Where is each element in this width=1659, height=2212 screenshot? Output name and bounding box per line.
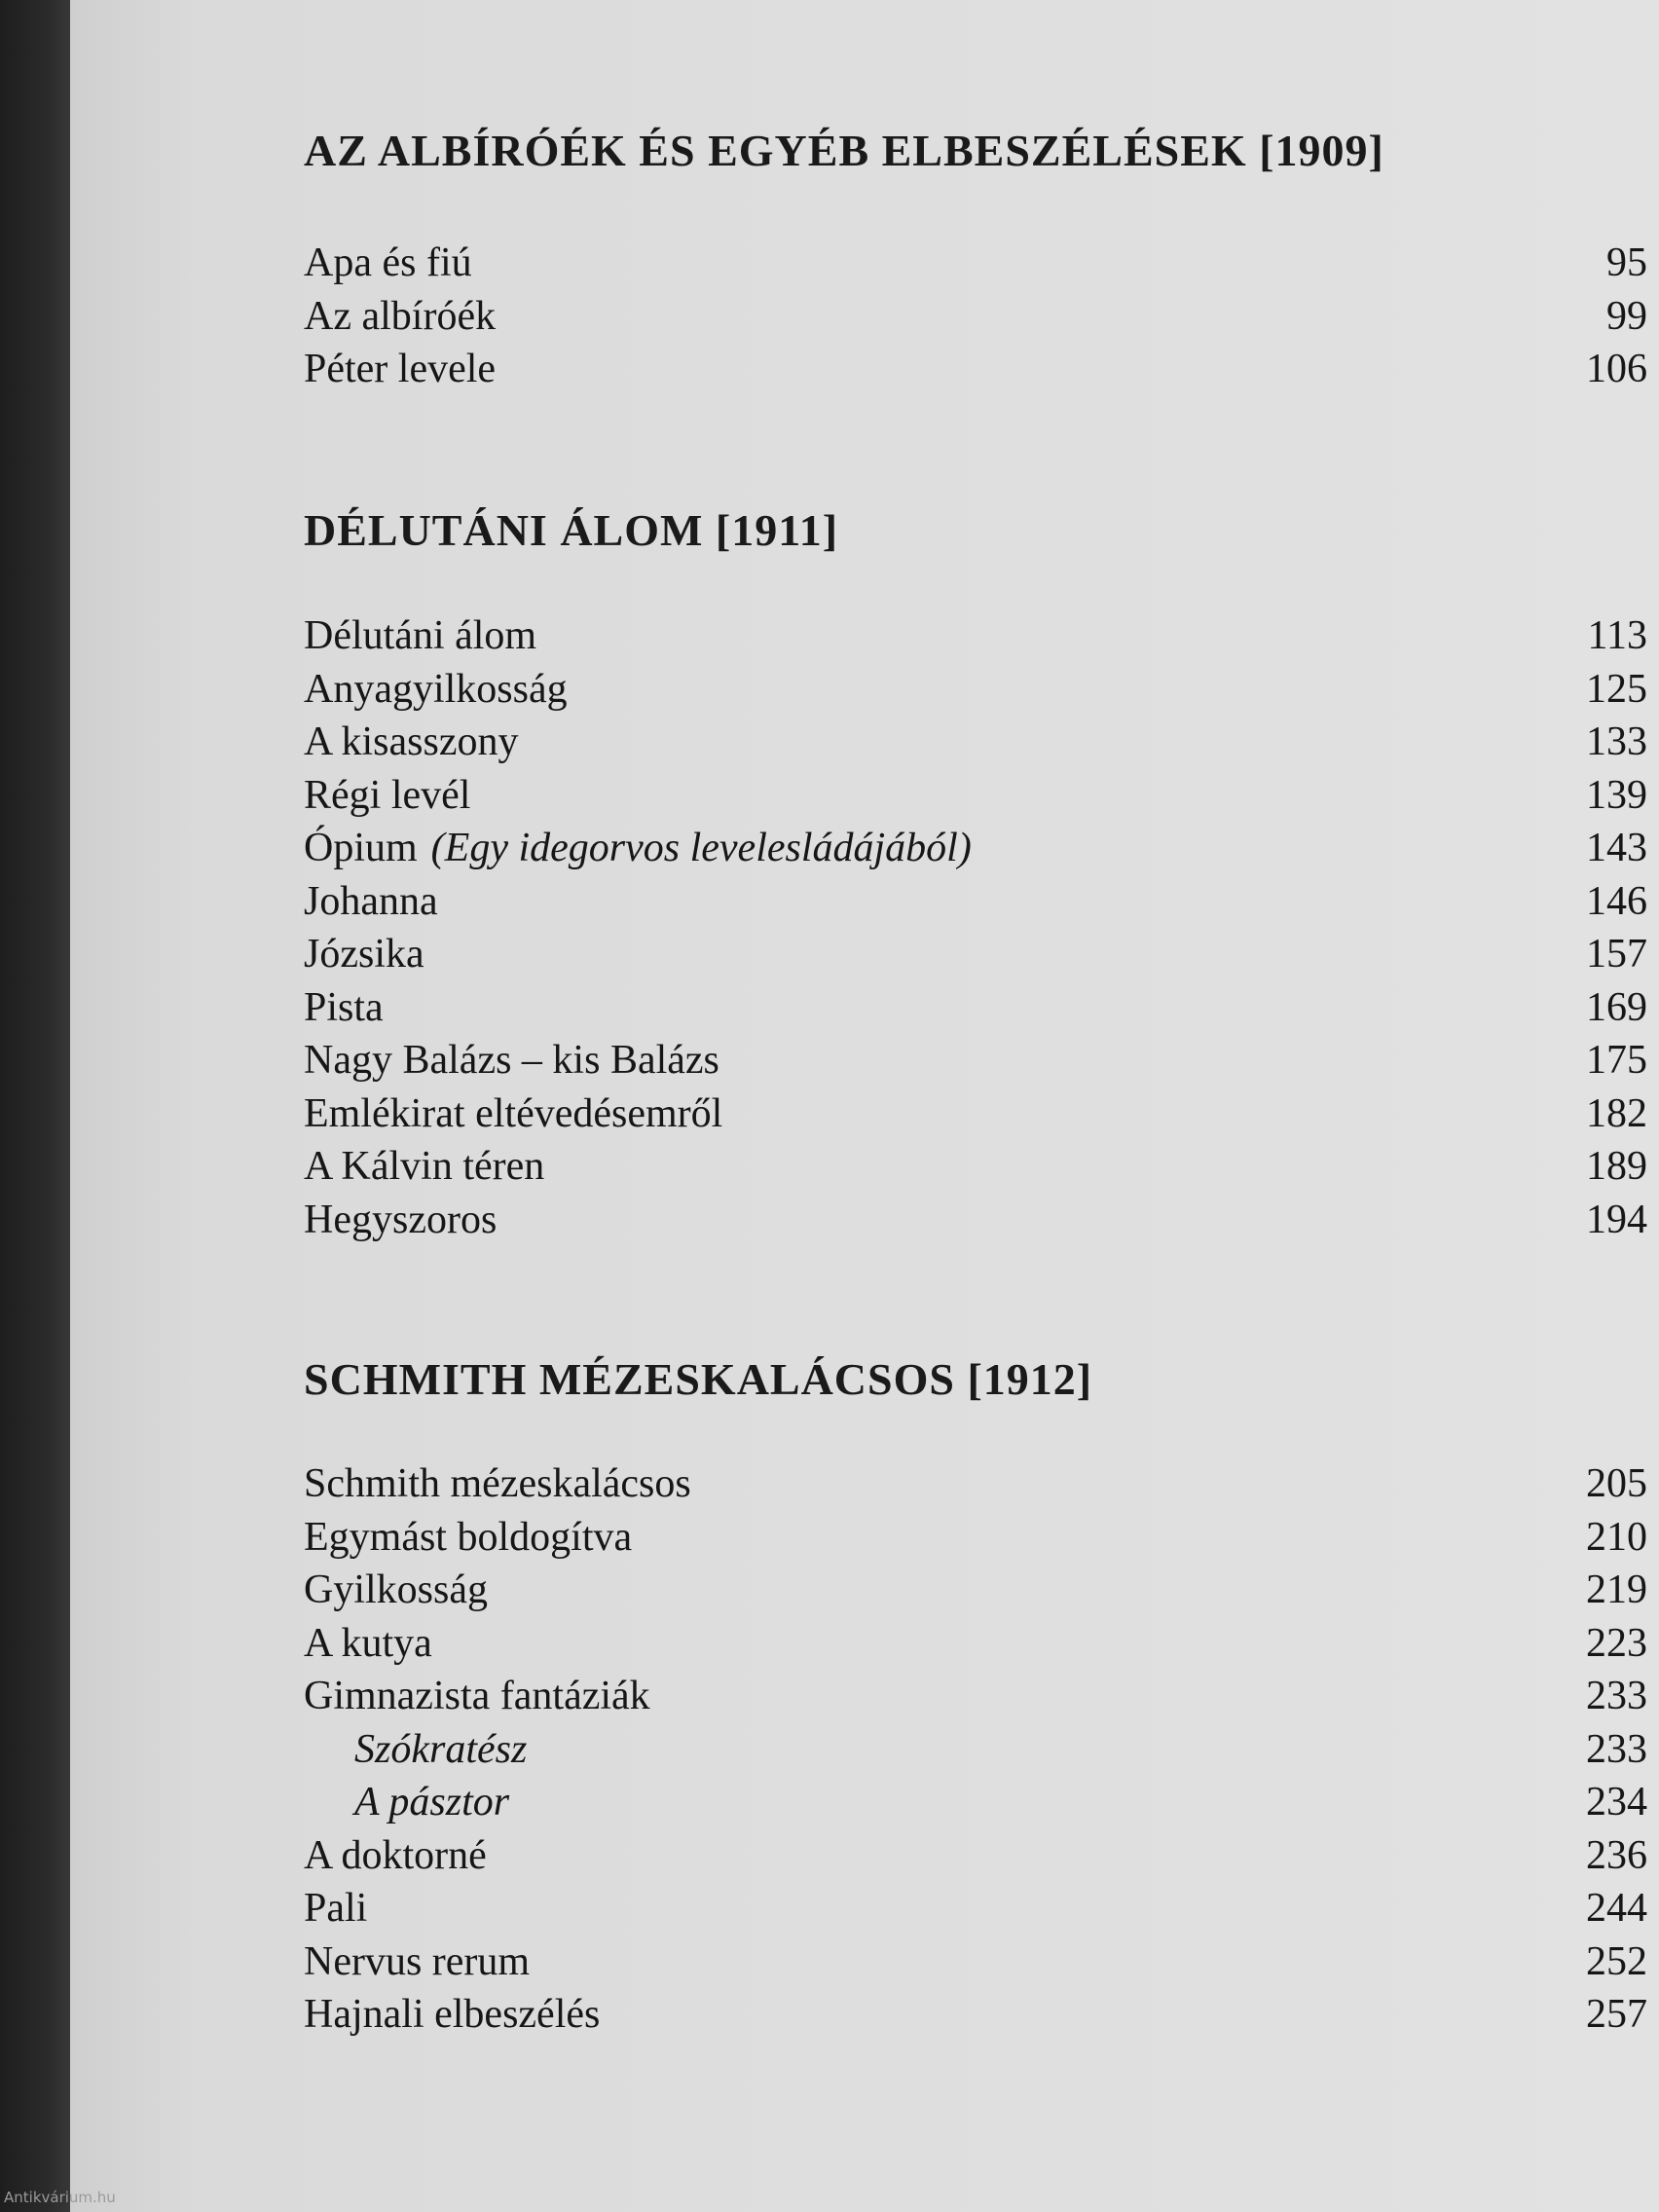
- entry-page-number: 219: [1586, 1567, 1647, 1612]
- entry-title: Gyilkosság: [304, 1567, 488, 1612]
- entry-title-main: Ópium: [304, 826, 418, 870]
- entry-title: Anyagyilkosság: [304, 666, 568, 712]
- entry-page-number: 244: [1586, 1886, 1647, 1931]
- entry-title: [304, 822, 972, 875]
- toc-entries: [304, 1457, 1647, 2042]
- book-page: [70, 0, 1659, 2212]
- toc-entry: [304, 769, 1647, 823]
- entry-title: Hegyszoros: [304, 1197, 498, 1242]
- entry-page-number: 157: [1586, 932, 1647, 977]
- toc-entries: [304, 237, 1647, 396]
- toc-entry: [304, 1034, 1647, 1088]
- entry-title: Nervus rerum: [304, 1938, 531, 1984]
- section-heading: SCHMITH MÉZESKALÁCSOS [1912]: [304, 1354, 1093, 1404]
- entry-page-number: 233: [1586, 1674, 1647, 1718]
- entry-page-number: 106: [1586, 347, 1647, 391]
- entry-page-number: 205: [1586, 1461, 1647, 1506]
- entry-page-number: 257: [1586, 1992, 1647, 2037]
- toc-entry: [304, 875, 1647, 929]
- book-spine-shadow: [0, 0, 76, 2212]
- toc-section-2: [304, 504, 1647, 1242]
- toc-section-1: [304, 125, 1647, 391]
- toc-entry: [304, 609, 1647, 663]
- entry-subtitle: (Egy idegorvos levelesládájából): [430, 826, 972, 870]
- entry-title: Pista: [304, 984, 384, 1030]
- entry-page-number: 99: [1606, 293, 1647, 339]
- toc-entries: [304, 609, 1647, 1246]
- entry-page-number: 169: [1586, 984, 1647, 1030]
- site-watermark: Antikvárium.hu: [4, 2189, 116, 2206]
- section-heading: AZ ALBÍRÓÉK ÉS EGYÉB ELBESZÉLÉSEK [1909]: [304, 126, 1384, 175]
- toc-entry-nested: [304, 1776, 1647, 1829]
- toc-entry: [304, 343, 1647, 396]
- entry-page-number: 182: [1586, 1090, 1647, 1136]
- section-heading: DÉLUTÁNI ÁLOM [1911]: [304, 505, 839, 555]
- entry-page-number: 143: [1586, 826, 1647, 870]
- toc-entry: [304, 1511, 1647, 1565]
- entry-page-number: 146: [1586, 878, 1647, 924]
- entry-page-number: 189: [1586, 1144, 1647, 1189]
- toc-entry: [304, 1564, 1647, 1617]
- entry-page-number: 194: [1586, 1197, 1647, 1242]
- entry-title: Emlékirat eltévedésemről: [304, 1090, 723, 1136]
- entry-title: Józsika: [304, 932, 424, 977]
- entry-title: Régi levél: [304, 772, 471, 818]
- toc-entry: [304, 1829, 1647, 1883]
- entry-page-number: 223: [1586, 1620, 1647, 1666]
- toc-entry: [304, 1140, 1647, 1194]
- entry-title: Egymást boldogítva: [304, 1514, 633, 1560]
- toc-entry: [304, 928, 1647, 981]
- toc-entry: [304, 1670, 1647, 1723]
- toc-entry: [304, 237, 1647, 290]
- entry-page-number: 233: [1586, 1726, 1647, 1772]
- toc-section-3: [304, 1353, 1647, 2037]
- entry-page-number: 234: [1586, 1780, 1647, 1825]
- entry-page-number: 95: [1606, 240, 1647, 285]
- entry-title: Hajnali elbeszélés: [304, 1992, 601, 2037]
- entry-title: Schmith mézeskalácsos: [304, 1461, 691, 1506]
- entry-title: Délutáni álom: [304, 613, 537, 658]
- entry-title: A kutya: [304, 1620, 432, 1666]
- toc-entry: [304, 1194, 1647, 1247]
- toc-entry: [304, 981, 1647, 1035]
- entry-page-number: 252: [1586, 1938, 1647, 1984]
- entry-page-number: 125: [1586, 666, 1647, 712]
- entry-page-number: 175: [1586, 1038, 1647, 1083]
- toc-entry: [304, 1617, 1647, 1671]
- entry-title: Nagy Balázs – kis Balázs: [304, 1038, 719, 1083]
- toc-entry: [304, 290, 1647, 344]
- entry-page-number: 236: [1586, 1832, 1647, 1878]
- entry-title: Johanna: [304, 878, 438, 924]
- entry-title: Az albíróék: [304, 293, 497, 339]
- entry-title: Gimnazista fantáziák: [304, 1674, 650, 1718]
- entry-title: A doktorné: [304, 1832, 487, 1878]
- entry-title: Pali: [304, 1886, 368, 1931]
- toc-entry: [304, 716, 1647, 769]
- entry-title: A pásztor: [354, 1780, 510, 1825]
- toc-entry: [304, 1088, 1647, 1141]
- toc-entry: [304, 663, 1647, 717]
- toc-entry-nested: [304, 1723, 1647, 1777]
- entry-page-number: 113: [1587, 613, 1647, 658]
- toc-entry: [304, 1988, 1647, 2042]
- entry-page-number: 139: [1586, 772, 1647, 818]
- entry-title: Szókratész: [354, 1726, 528, 1772]
- entry-page-number: 133: [1586, 719, 1647, 764]
- toc-entry: [304, 1457, 1647, 1511]
- entry-title: Péter levele: [304, 347, 497, 391]
- toc-entry: [304, 1936, 1647, 1989]
- toc-entry: [304, 822, 1647, 875]
- toc-entry: [304, 1882, 1647, 1936]
- entry-title: A kisasszony: [304, 719, 519, 764]
- entry-page-number: 210: [1586, 1514, 1647, 1560]
- entry-title: Apa és fiú: [304, 240, 472, 285]
- entry-title: A Kálvin téren: [304, 1144, 545, 1189]
